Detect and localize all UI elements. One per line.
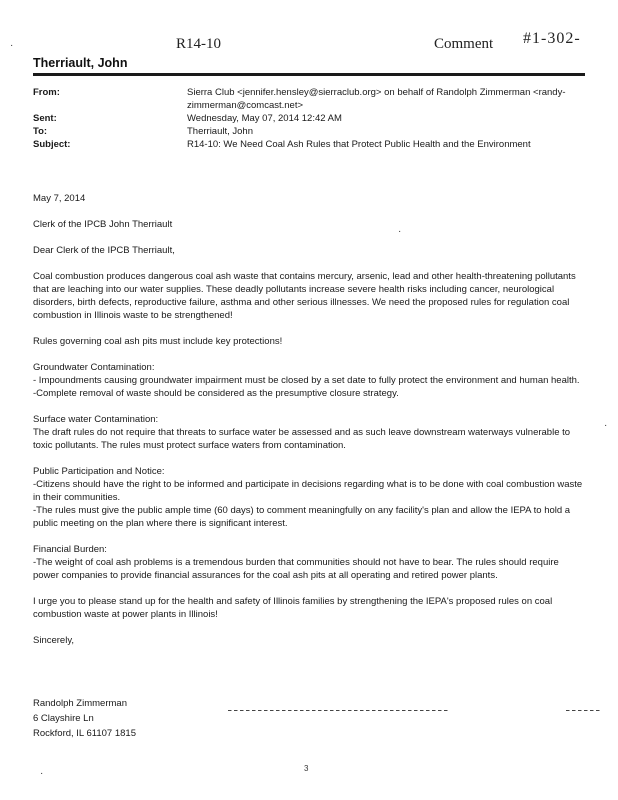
section-item: -Complete removal of waste should be considered as the presumptive closure strategy.	[33, 388, 399, 399]
scan-speck: ·	[398, 226, 402, 237]
header-rule	[33, 73, 585, 76]
closing-paragraph: I urge you to please stand up for the health and safety of Illinois families by strengthening the IEPA's proposed rules on coal combustion waste at power plants in Illinois!	[33, 596, 553, 620]
section-item: - Impoundments causing groundwater impairment must be closed by a set date to fully protect the environment and human health.	[33, 375, 580, 386]
meta-row-subject	[33, 138, 593, 151]
meta-row-sent	[33, 112, 593, 125]
meta-value-subject: R14-10: We Need Coal Ash Rules that Protect Public Health and the Environment	[187, 139, 531, 150]
letter-date: May 7, 2014	[33, 193, 86, 204]
signature-block	[33, 696, 136, 741]
section-title-groundwater: Groundwater Contamination:	[33, 362, 155, 373]
section-item: -The rules must give the public ample time (60 days) to comment meaningfully on any facility's plan and allow the IEPA to hold a public meeting on the plan where there is significant interest.	[33, 505, 571, 529]
scan-speck: ·	[40, 768, 44, 779]
meta-value-from: Sierra Club <jennifer.hensley@sierraclub.org> on behalf of Randolph Zimmerman <randy-zimmerman@comcast.net>	[187, 87, 566, 111]
letter-salutation: Dear Clerk of the IPCB Therriault,	[33, 245, 175, 256]
section-title-public-participation: Public Participation and Notice:	[33, 466, 165, 477]
docket-number: R14-10	[176, 36, 221, 52]
scan-dash-line	[228, 710, 448, 711]
comment-label: Comment	[434, 36, 494, 52]
letter-addressee: Clerk of the IPCB John Therriault	[33, 219, 173, 230]
meta-label: To:	[33, 126, 48, 137]
section-item: -The weight of coal ash problems is a tremendous burden that communities should not have to bear. The rules should require power companies to provide financial assurances for the coal ash pits at all operating and retired power plants.	[33, 557, 559, 581]
email-meta	[33, 86, 593, 151]
meta-value-to: Therriault, John	[187, 126, 254, 137]
meta-value-sent: Wednesday, May 07, 2014 12:42 AM	[187, 113, 342, 124]
scan-speck: ·	[10, 40, 14, 51]
meta-row-from	[33, 86, 593, 112]
signature-name: Randolph Zimmerman	[33, 698, 127, 709]
section-title-surface-water: Surface water Contamination:	[33, 414, 159, 425]
section-item: -Citizens should have the right to be informed and participate in decisions regarding what is to be done with coal combustion waste in their communities.	[33, 479, 583, 503]
letter-body	[33, 192, 585, 660]
closing: Sincerely,	[33, 635, 75, 646]
meta-label: Subject:	[33, 139, 71, 150]
recipient-header: Therriault, John	[33, 56, 128, 70]
scan-dash-line	[566, 710, 600, 711]
signature-street: 6 Clayshire Ln	[33, 713, 94, 724]
section-item: The draft rules do not require that threats to surface water be assessed and as such leave downstream waterways vulnerable to toxic pollutants. The rules must protect surface waters from contamination.	[33, 427, 571, 451]
meta-label: From:	[33, 87, 60, 98]
meta-row-to	[33, 125, 593, 138]
scan-speck: ·	[604, 420, 608, 431]
rules-statement: Rules governing coal ash pits must include key protections!	[33, 336, 283, 347]
comment-number: #1-302-	[523, 30, 581, 47]
section-title-financial-burden: Financial Burden:	[33, 544, 107, 555]
meta-label: Sent:	[33, 113, 57, 124]
page-number: 3	[304, 764, 309, 773]
letter-intro: Coal combustion produces dangerous coal ash waste that contains mercury, arsenic, lead and other health-threatening pollutants that are leaching into our water supplies. These deadly pollutants increase severe health risks including cancer, neurological disorders, birth defects, reproductive failure, asthma and other serious illnesses. We need the proposed rules for regulation coal combustion in Illinois waste to be strengthened!	[33, 271, 576, 321]
signature-city: Rockford, IL 61107 1815	[33, 728, 136, 739]
